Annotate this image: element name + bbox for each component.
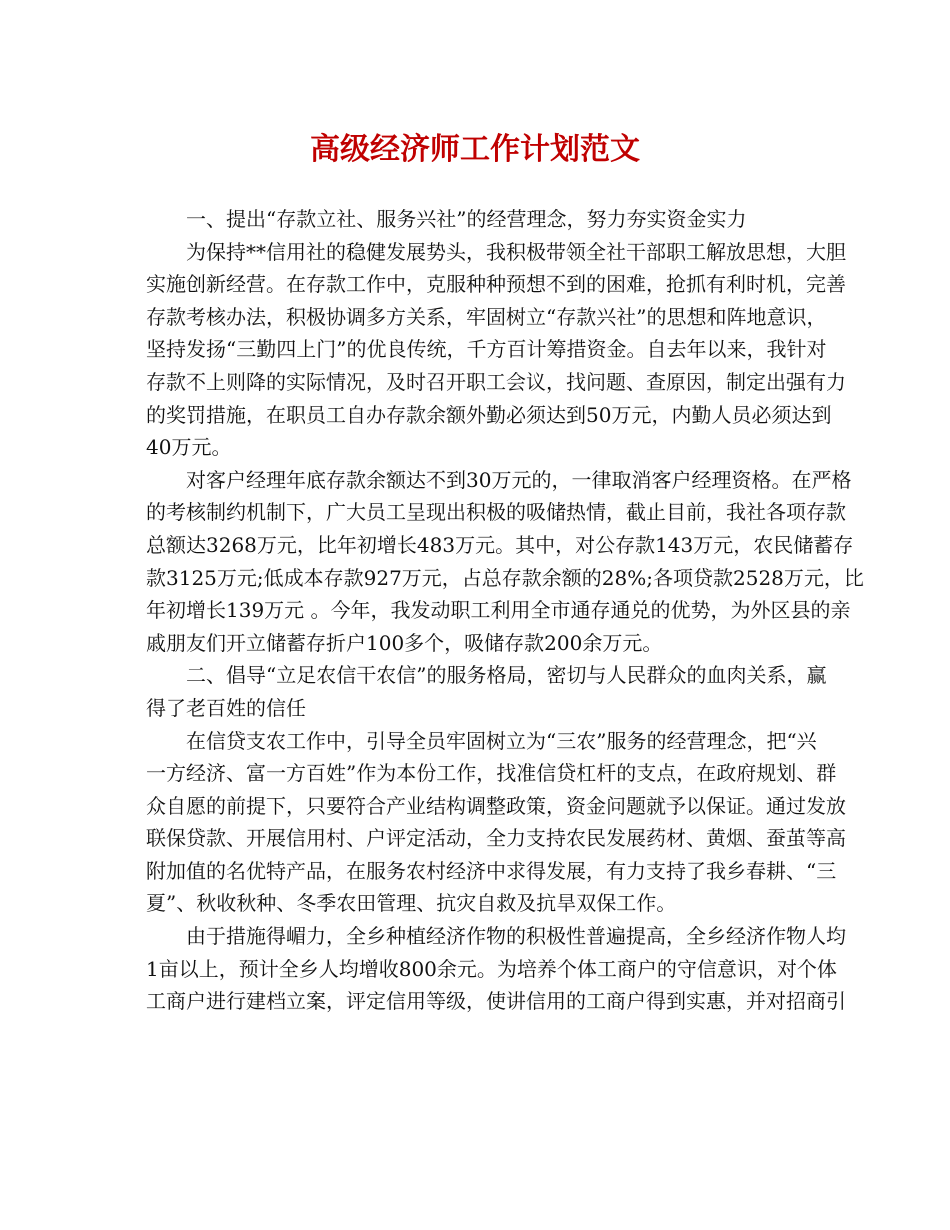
document-body (146, 203, 864, 1018)
section-heading-1: 一、提出“存款立社、服务兴社”的经营理念，努力夯实资金实力 (186, 207, 747, 231)
paragraph-line: 夏”、秋收秋种、冬季农田管理、抗灾自救及抗旱双保工作。 (146, 891, 677, 916)
paragraph-line: 一方经济、富一方百姓”作为本份工作，找准信贷杠杆的支点，在政府规划、群 (146, 761, 837, 786)
paragraph-line: 联保贷款、开展信用村、户评定活动，全力支持农民发展药材、黄烟、蚕茧等高 (146, 826, 846, 851)
paragraph-line: 对客户经理年底存款余额达不到30万元的，一律取消客户经理资格。在严格 (186, 467, 852, 492)
paragraph-line: 工商户进行建档立案，评定信用等级，使讲信用的工商户得到实惠，并对招商引 (146, 989, 846, 1014)
paragraph-line: 附加值的名优特产品，在服务农村经济中求得发展，有力支持了我乡春耕、“三 (146, 858, 837, 883)
paragraph-line: 的奖罚措施，在职员工自办存款余额外勤必须达到50万元，内勤人员必须达到 (146, 402, 832, 427)
paragraph-line: 款3125万元;低成本存款927万元，占总存款余额的28%;各项贷款2528万元，比 (146, 565, 864, 590)
section-heading-2: 二、倡导“立足农信干农信”的服务格局，密切与人民群众的血肉关系，赢 (186, 663, 827, 688)
paragraph-line: 实施创新经营。在存款工作中，克服种种预想不到的困难，抢抓有利时机，完善 (146, 272, 846, 297)
paragraph-line: 存款不上则降的实际情况，及时召开职工会议，找问题、查原因，制定出强有力 (146, 369, 846, 394)
paragraph-line: 由于措施得嵋力，全乡种植经济作物的积极性普遍提高，全乡经济作物人均 (186, 924, 846, 949)
paragraph-line: 存款考核办法，积极协调多方关系，牢固树立“存款兴社”的思想和阵地意识， (146, 304, 827, 329)
paragraph-line: 总额达3268万元，比年初增长483万元。其中，对公存款143万元，农民储蓄存 (146, 532, 854, 557)
paragraph-line: 的考核制约机制下，广大员工呈现出积极的吸储热情，截止目前，我社各项存款 (146, 500, 846, 525)
paragraph-line: 戚朋友们开立储蓄存折户100多个，吸储存款200余万元。 (146, 630, 663, 655)
paragraph-line: 坚持发扬“三勤四上门”的优良传统，千方百计筹措资金。自去年以来，我针对 (146, 337, 827, 362)
paragraph-line: 众自愿的前提下，只要符合产业结构调整政策，资金问题就予以保证。通过发放 (146, 793, 846, 818)
section-heading-2-cont: 得了老百姓的信任 (146, 695, 306, 720)
paragraph-line: 为保持**信用社的稳健发展势头，我积极带领全社干部职工解放思想，大胆 (186, 239, 846, 264)
document-title: 高级经济师工作计划范文 (310, 132, 640, 167)
paragraph-line: 在信贷支农工作中，引导全员牢固树立为“三农”服务的经营理念，把“兴 (186, 728, 817, 753)
paragraph-line: 40万元。 (146, 435, 232, 460)
paragraph-line: 1亩以上，预计全乡人均增收800余元。为培养个体工商户的守信意识，对个体 (146, 956, 837, 981)
paragraph-line: 年初增长139万元 。今年，我发动职工利用全市通存通兑的优势，为外区县的亲 (146, 598, 851, 623)
